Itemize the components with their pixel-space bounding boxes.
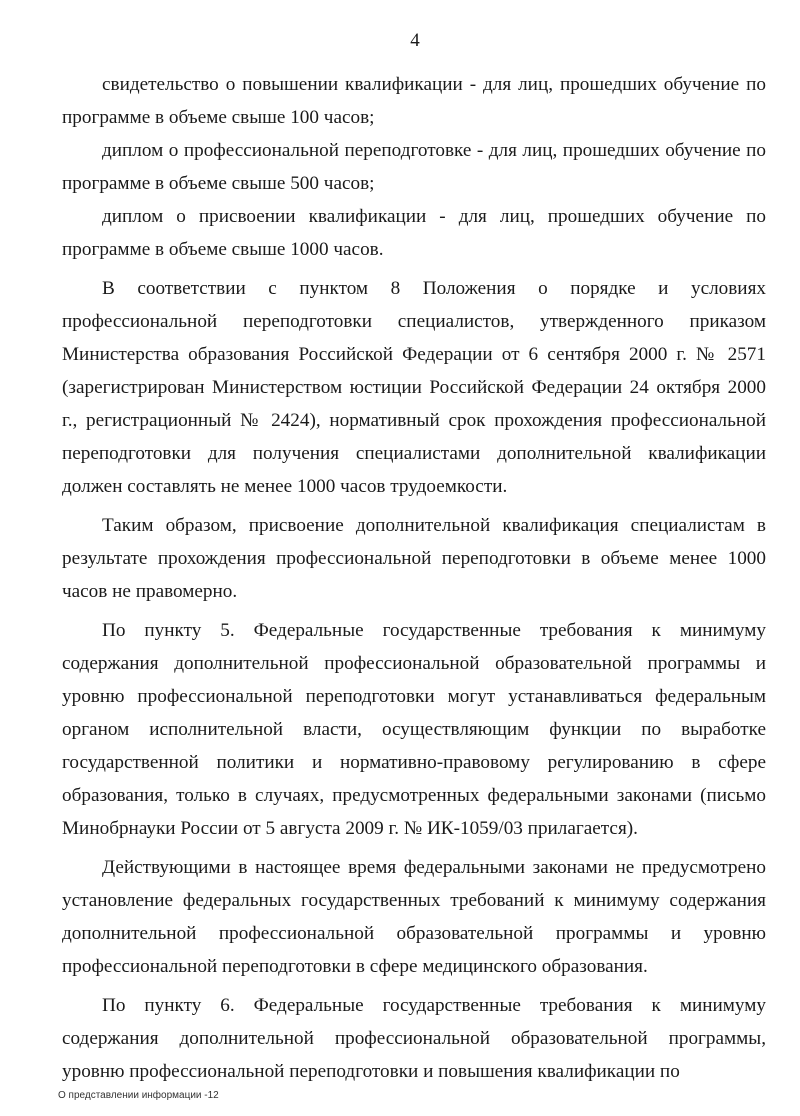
document-body bbox=[62, 68, 766, 1088]
paragraph: Таким образом, присвоение дополнительной квалификация специалистам в результате прохождения профессиональной переподготовки в объеме менее 1000 часов не правомерно. bbox=[62, 515, 766, 602]
footer-note: О представлении информации -12 bbox=[58, 1090, 219, 1101]
paragraph: По пункту 5. Федеральные государственные требования к минимуму содержания дополнительной профессиональной образовательной программы и уровню профессиональной переподготовки могут устанавливаться федеральным органом исполнительной власти, осуществляющим функции по выработке государственной политики и нормативно-правовому регулированию в сфере образования, только в случаях, предусмотренных федеральными законами (письмо Минобрнауки России от 5 августа 2009 г. № ИК-1059/03 прилагается). bbox=[62, 620, 766, 839]
paragraph: По пункту 6. Федеральные государственные требования к минимуму содержания дополнительной профессиональной образовательной программы, уровню профессиональной переподготовки и повышения квалификации по bbox=[62, 995, 766, 1082]
page-number: 4 bbox=[410, 30, 420, 51]
paragraph: диплом о присвоении квалификации - для лиц, прошедших обучение по программе в объеме свыше 1000 часов. bbox=[62, 206, 766, 260]
paragraph: свидетельство о повышении квалификации - для лиц, прошедших обучение по программе в объеме свыше 100 часов; bbox=[62, 74, 766, 128]
paragraph: диплом о профессиональной переподготовке - для лиц, прошедших обучение по программе в объеме свыше 500 часов; bbox=[62, 140, 766, 194]
paragraph: Действующими в настоящее время федеральными законами не предусмотрено установление федеральных государственных требований к минимуму содержания дополнительной профессиональной образовательной программы и уровню профессиональной переподготовки в сфере медицинского образования. bbox=[62, 857, 766, 977]
paragraph: В соответствии с пунктом 8 Положения о порядке и условиях профессиональной переподготовки специалистов, утвержденного приказом Министерства образования Российской Федерации от 6 сентября 2000 г. № 2571 (зарегистрирован Министерством юстиции Российской Федерации 24 октября 2000 г., регистрационный № 2424), нормативный срок прохождения профессиональной переподготовки для получения специалистами дополнительной квалификации должен составлять не менее 1000 часов трудоемкости. bbox=[62, 278, 766, 497]
